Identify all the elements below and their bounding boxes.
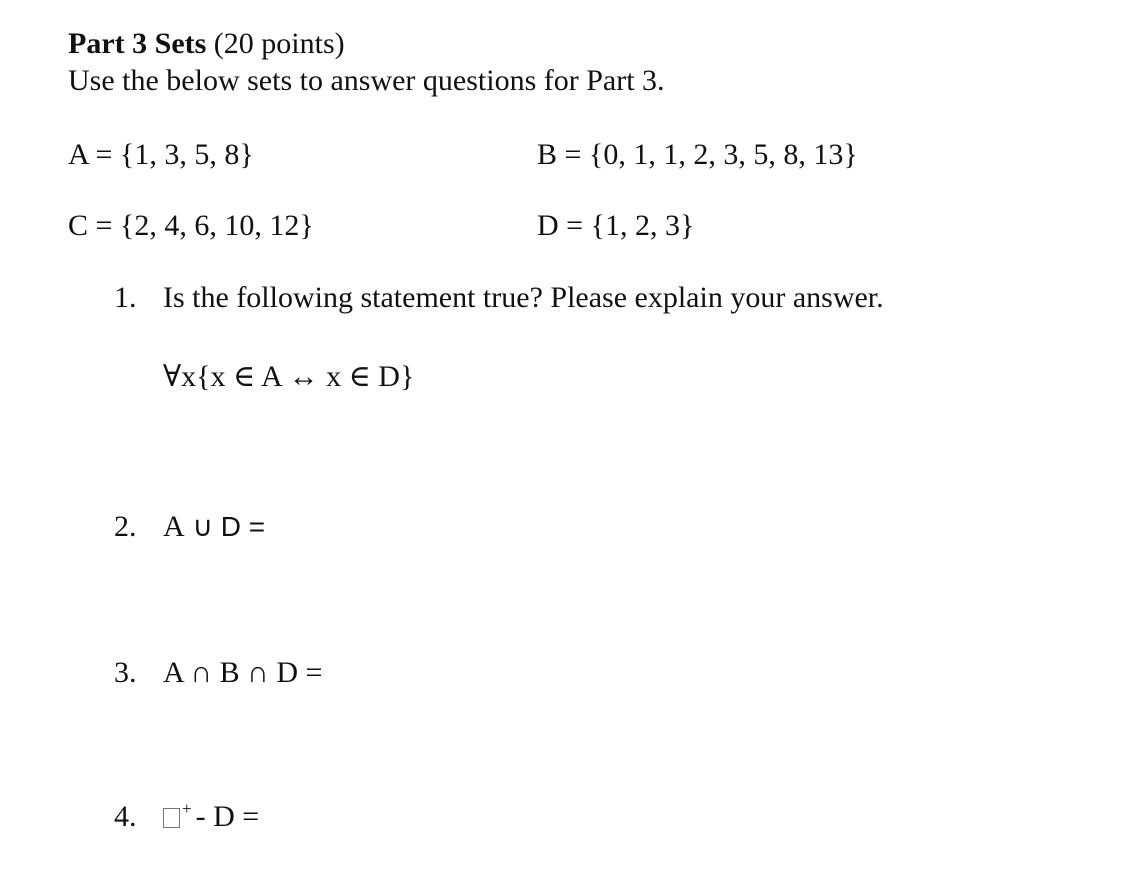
question-2-union-d: ∪ D = <box>184 511 266 542</box>
question-3-number: 3. <box>114 656 137 689</box>
part-title-points: (20 points) <box>206 27 345 60</box>
question-4-expression <box>163 798 260 833</box>
question-1-text: Is the following statement true? Please explain your answer. <box>163 281 884 314</box>
part-title-bold: Part 3 Sets <box>68 27 207 60</box>
set-d-definition: D = {1, 2, 3} <box>537 209 695 242</box>
question-2-number: 2. <box>114 510 137 543</box>
question-4-minus-d: - D = <box>195 800 260 833</box>
question-2-set-a: A <box>163 510 185 543</box>
missing-symbol-box-icon <box>163 808 180 828</box>
question-4-number: 4. <box>114 800 137 833</box>
set-b-definition: B = {0, 1, 1, 2, 3, 5, 8, 13} <box>537 138 858 171</box>
question-2-expression <box>163 512 265 542</box>
part-title <box>68 29 345 59</box>
question-1-number: 1. <box>114 281 137 314</box>
question-1-formula: ∀x{x ∈ A ↔ x ∈ D} <box>163 360 415 393</box>
intro-text: Use the below sets to answer questions for Part 3. <box>68 64 665 97</box>
set-a-definition: A = {1, 3, 5, 8} <box>68 138 254 171</box>
set-c-definition: C = {2, 4, 6, 10, 12} <box>68 209 314 242</box>
question-3-expression: A ∩ B ∩ D = <box>163 656 323 689</box>
question-4-superscript: + <box>182 798 192 818</box>
